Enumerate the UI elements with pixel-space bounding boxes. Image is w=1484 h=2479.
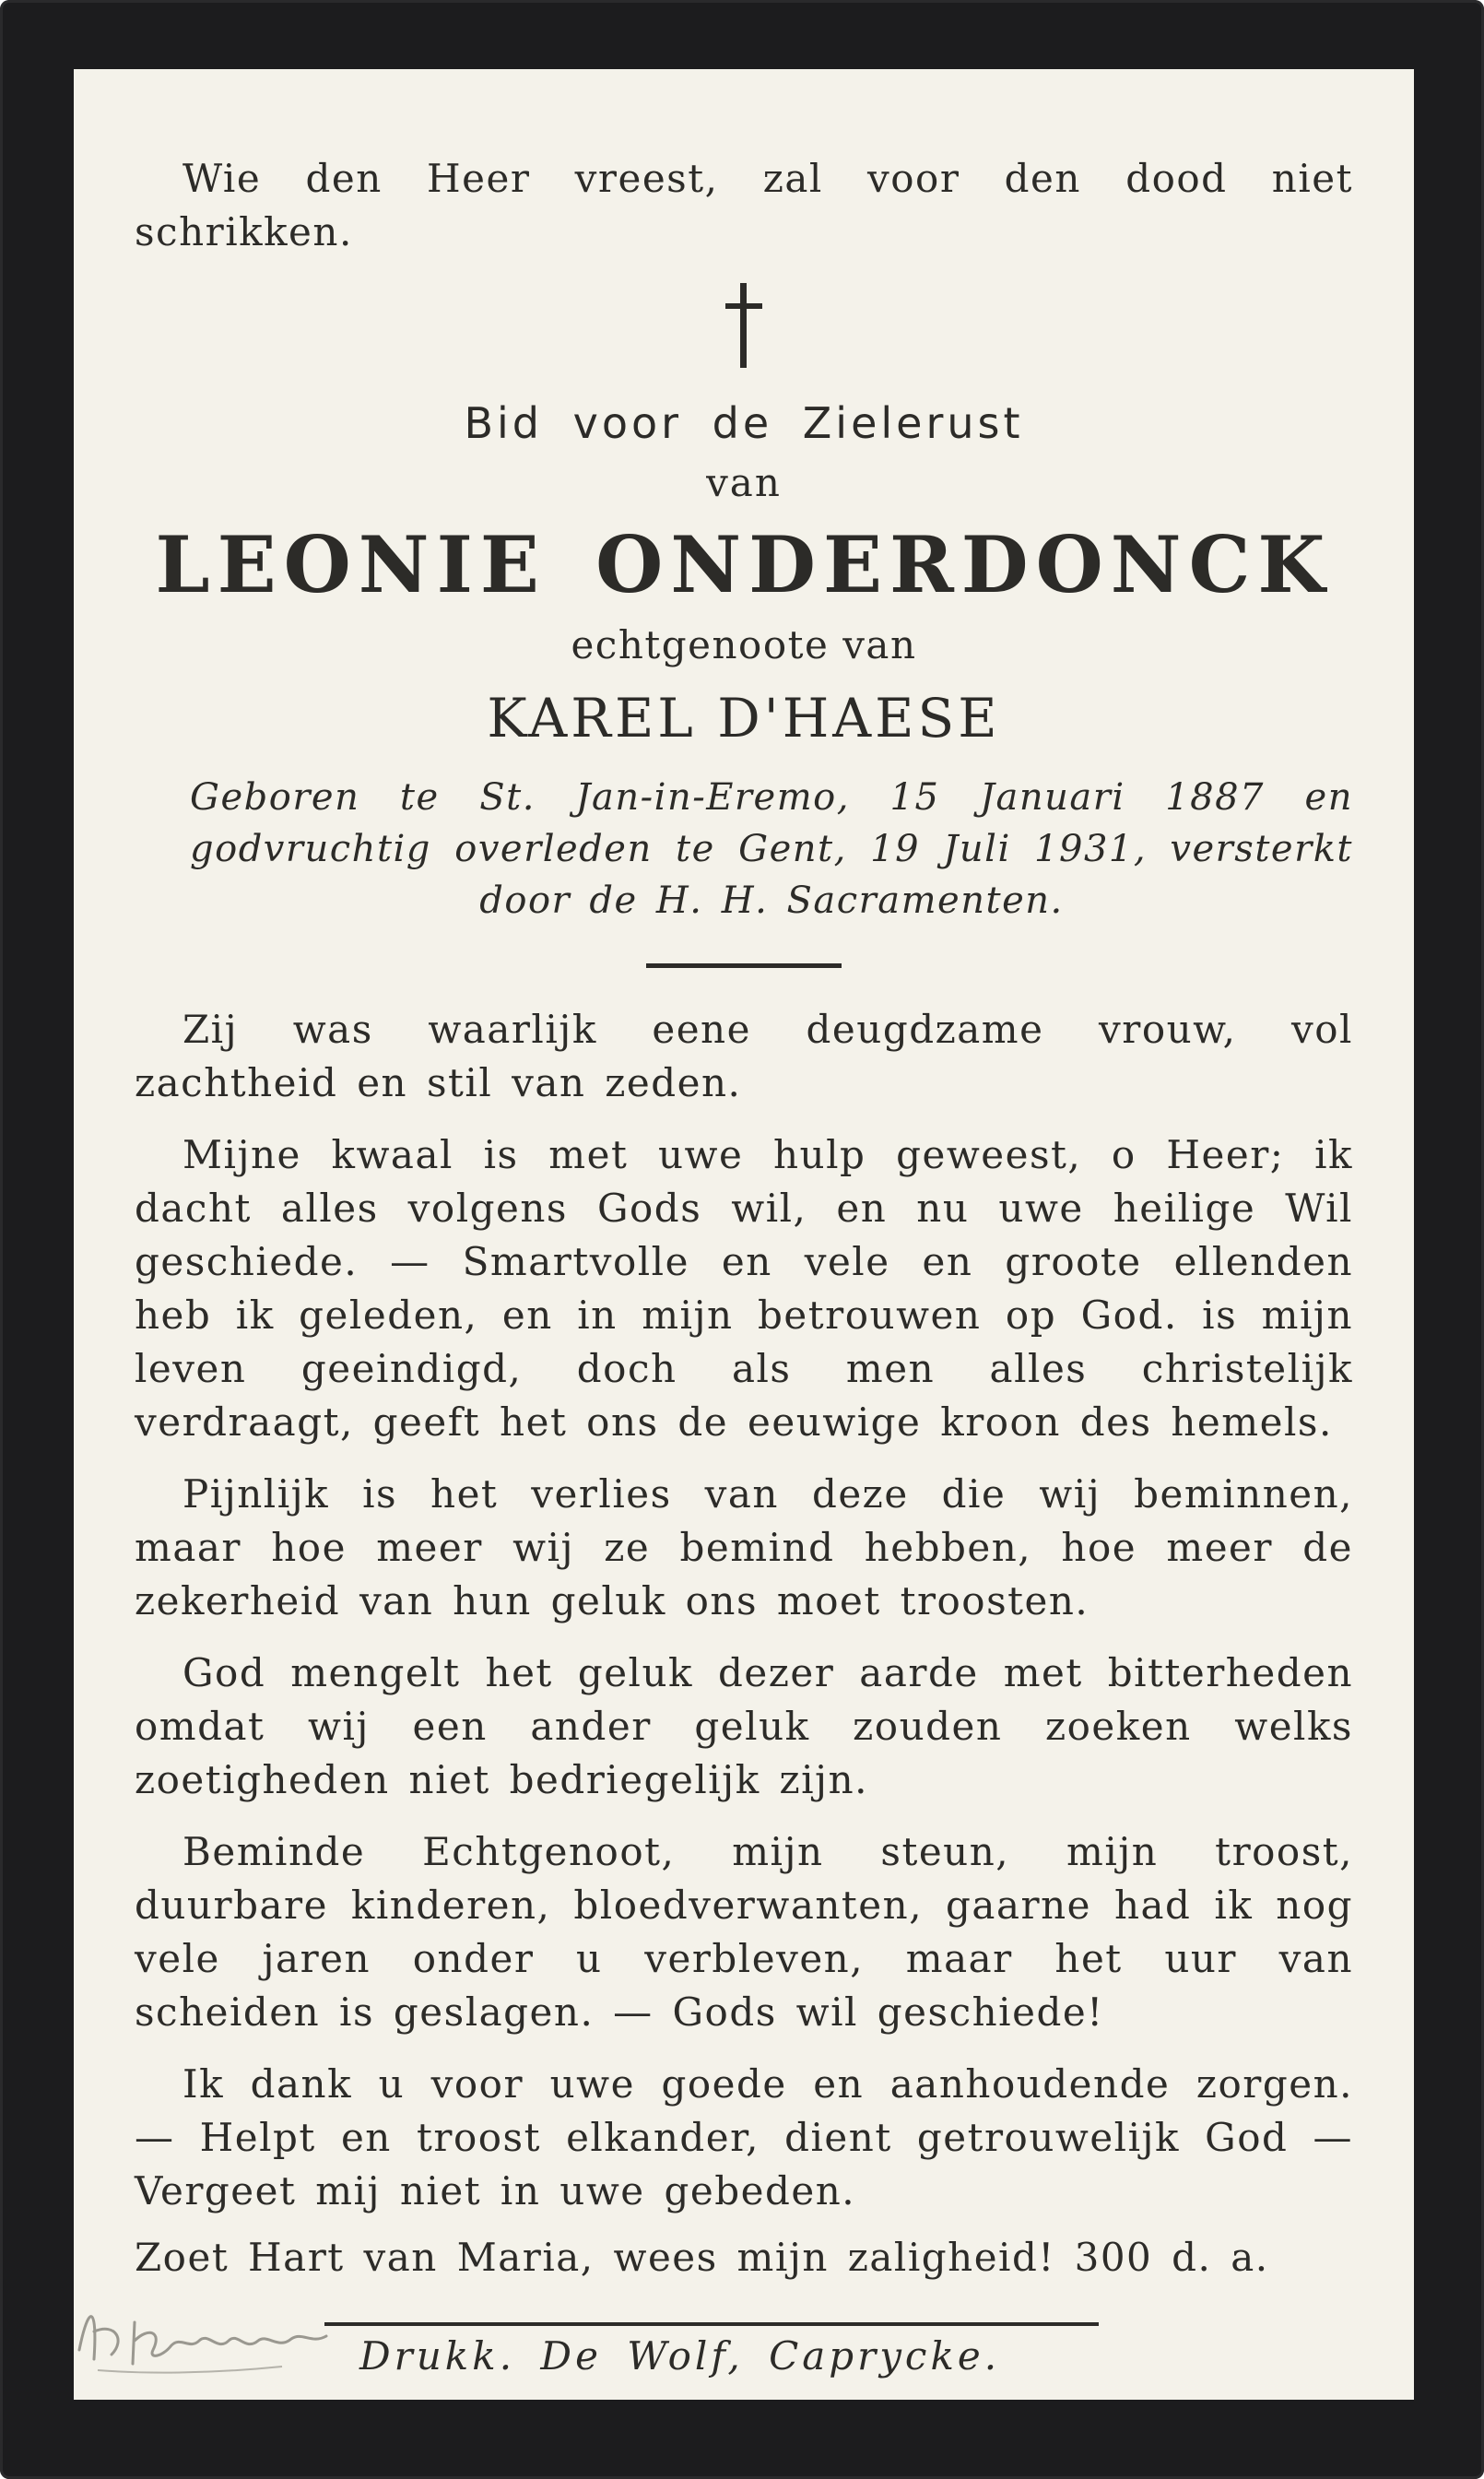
paragraph: God mengelt het geluk dezer aarde met bitterheden omdat wij een ander geluk zouden zoeken welks zoetigheden niet bedriegelijk zijn.	[135, 1650, 1353, 1802]
paragraph: Zij was waarlijk eene deugdzame vrouw, vol zachtheid en stil van zeden.	[135, 1007, 1353, 1105]
signature-icon	[61, 2285, 337, 2387]
card-panel	[74, 69, 1414, 2400]
paragraph: Beminde Echtgenoot, mijn steun, mijn troost, duurbare kinderen, bloedverwanten, gaarne had ik nog vele jaren onder u verbleven, maar het uur van scheiden is geslagen. — Gods wil geschiede!	[135, 1829, 1353, 2035]
paragraph: Ik dank u voor uwe goede en aanhoudende zorgen. — Helpt en troost elkander, dient getrouwelijk God — Vergeet mij niet in uwe gebeden.	[135, 2061, 1353, 2213]
deceased-name: LEONIE ONDERDONCK	[155, 519, 1333, 610]
printer-credit: Drukk. De Wolf, Caprycke.	[359, 2333, 1001, 2379]
footer-divider	[324, 2322, 1099, 2326]
cross-container	[135, 283, 1353, 368]
paragraph: Pijnlijk is het verlies van deze die wij beminnen, maar hoe meer wij ze bemind hebben, hoe meer de zekerheid van hun geluk ons moet troosten.	[135, 1471, 1353, 1623]
van-label: van	[706, 460, 782, 505]
closing-prayer: Zoet Hart van Maria, wees mijn zaligheid! 300 d. a.	[135, 2235, 1269, 2280]
paragraph: Mijne kwaal is met uwe hulp geweest, o Heer; ik dacht alles volgens Gods wil, en nu uwe heilige Wil geschiede. — Smartvolle en vele en groote ellenden heb ik geleden, en in mijn betrouwen op God. is mijn leven geeindigd, doch als men alles christelijk verdraagt, geeft het ons de eeuwige kroon des hemels.	[135, 1132, 1353, 1445]
birth-death-dates: Geboren te St. Jan-in-Eremo, 15 Januari 1887 en godvruchtig overleden te Gent, 19 Juli 1931, versterkt door de H. H. Sacramenten.	[190, 776, 1353, 922]
divider	[646, 963, 842, 968]
prayer-heading: Bid voor de Zielerust	[464, 398, 1024, 448]
motto: Wie den Heer vreest, zal voor den dood niet schrikken.	[135, 156, 1353, 254]
card-content	[135, 150, 1353, 2284]
cross-icon	[716, 283, 771, 368]
spouse-name: KAREL D'HAESE	[487, 687, 1001, 750]
relation-label: echtgenoote van	[571, 622, 917, 667]
